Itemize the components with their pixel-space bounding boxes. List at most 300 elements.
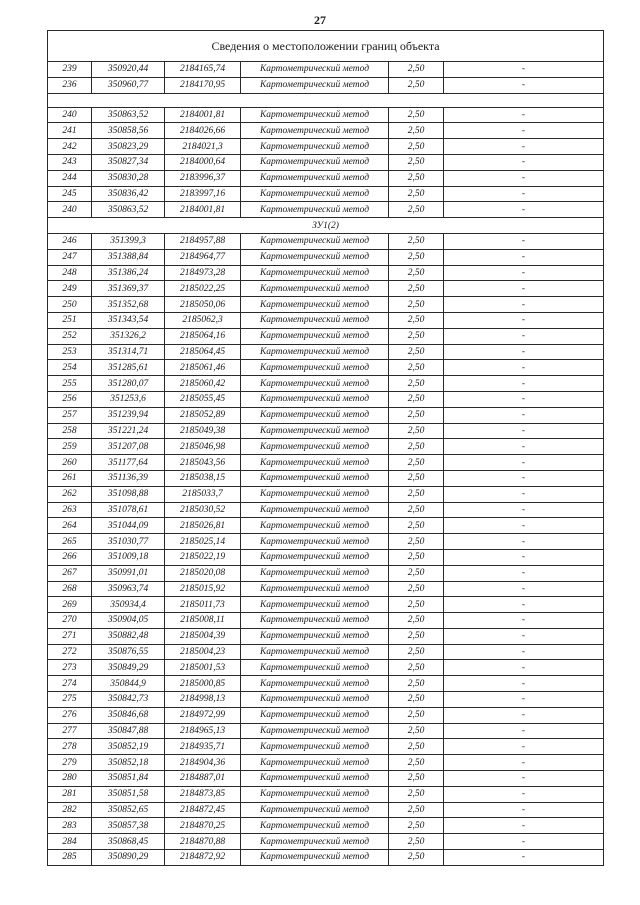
- method-cell: Картометрический метод: [241, 644, 389, 660]
- table-row: [48, 249, 604, 265]
- method-cell: Картометрический метод: [241, 802, 389, 818]
- accuracy-cell: 2,50: [389, 62, 444, 78]
- table-row: [48, 281, 604, 297]
- description-cell: -: [444, 470, 604, 486]
- y-coordinate-cell: 2185020,08: [165, 565, 241, 581]
- description-cell: -: [444, 723, 604, 739]
- accuracy-cell: 2,50: [389, 281, 444, 297]
- y-coordinate-cell: 2184998,13: [165, 692, 241, 708]
- method-cell: Картометрический метод: [241, 154, 389, 170]
- y-coordinate-cell: 2184873,85: [165, 786, 241, 802]
- x-coordinate-cell: 350852,19: [92, 739, 165, 755]
- accuracy-cell: 2,50: [389, 723, 444, 739]
- accuracy-cell: 2,50: [389, 597, 444, 613]
- accuracy-cell: 2,50: [389, 486, 444, 502]
- y-coordinate-cell: 2184872,92: [165, 850, 241, 866]
- y-coordinate-cell: 2185015,92: [165, 581, 241, 597]
- accuracy-cell: 2,50: [389, 439, 444, 455]
- method-cell: Картометрический метод: [241, 692, 389, 708]
- point-number-cell: 277: [48, 723, 92, 739]
- description-cell: -: [444, 834, 604, 850]
- accuracy-cell: 2,50: [389, 581, 444, 597]
- section-label: ЗУ1(2): [48, 218, 604, 234]
- point-number-cell: 245: [48, 186, 92, 202]
- x-coordinate-cell: 351030,77: [92, 534, 165, 550]
- point-number-cell: 240: [48, 107, 92, 123]
- table-row: [48, 297, 604, 313]
- accuracy-cell: 2,50: [389, 707, 444, 723]
- y-coordinate-cell: 2184026,66: [165, 123, 241, 139]
- y-coordinate-cell: 2185004,23: [165, 644, 241, 660]
- accuracy-cell: 2,50: [389, 297, 444, 313]
- table-row: [48, 328, 604, 344]
- x-coordinate-cell: 351221,24: [92, 423, 165, 439]
- description-cell: -: [444, 692, 604, 708]
- method-cell: Картометрический метод: [241, 281, 389, 297]
- table-row: [48, 265, 604, 281]
- point-number-cell: 259: [48, 439, 92, 455]
- method-cell: Картометрический метод: [241, 850, 389, 866]
- method-cell: Картометрический метод: [241, 755, 389, 771]
- description-cell: -: [444, 423, 604, 439]
- table-row: [48, 107, 604, 123]
- y-coordinate-cell: 2185060,42: [165, 376, 241, 392]
- description-cell: -: [444, 660, 604, 676]
- point-number-cell: 278: [48, 739, 92, 755]
- table-row: [48, 628, 604, 644]
- table-row: [48, 407, 604, 423]
- method-cell: Картометрический метод: [241, 107, 389, 123]
- y-coordinate-cell: 2184001,81: [165, 107, 241, 123]
- x-coordinate-cell: 351253,6: [92, 391, 165, 407]
- method-cell: Картометрический метод: [241, 660, 389, 676]
- table-row: [48, 644, 604, 660]
- point-number-cell: 250: [48, 297, 92, 313]
- method-cell: Картометрический метод: [241, 407, 389, 423]
- method-cell: Картометрический метод: [241, 486, 389, 502]
- description-cell: -: [444, 202, 604, 218]
- description-cell: -: [444, 549, 604, 565]
- description-cell: -: [444, 786, 604, 802]
- accuracy-cell: 2,50: [389, 565, 444, 581]
- table-row: [48, 391, 604, 407]
- table-row: [48, 233, 604, 249]
- description-cell: -: [444, 391, 604, 407]
- point-number-cell: 255: [48, 376, 92, 392]
- description-cell: -: [444, 123, 604, 139]
- accuracy-cell: 2,50: [389, 786, 444, 802]
- point-number-cell: 256: [48, 391, 92, 407]
- accuracy-cell: 2,50: [389, 344, 444, 360]
- description-cell: -: [444, 139, 604, 155]
- table-row: [48, 312, 604, 328]
- y-coordinate-cell: 2183997,16: [165, 186, 241, 202]
- table-row: [48, 202, 604, 218]
- x-coordinate-cell: 351352,68: [92, 297, 165, 313]
- table-row: [48, 534, 604, 550]
- y-coordinate-cell: 2183996,37: [165, 170, 241, 186]
- description-cell: -: [444, 771, 604, 787]
- y-coordinate-cell: 2184973,28: [165, 265, 241, 281]
- table-row: [48, 723, 604, 739]
- description-cell: -: [444, 613, 604, 629]
- table-row: [48, 676, 604, 692]
- table-row: [48, 455, 604, 471]
- x-coordinate-cell: 350844,9: [92, 676, 165, 692]
- x-coordinate-cell: 351314,71: [92, 344, 165, 360]
- accuracy-cell: 2,50: [389, 202, 444, 218]
- x-coordinate-cell: 350846,68: [92, 707, 165, 723]
- table-row: [48, 755, 604, 771]
- x-coordinate-cell: 351177,64: [92, 455, 165, 471]
- table-row: [48, 344, 604, 360]
- point-number-cell: 276: [48, 707, 92, 723]
- table-row: [48, 613, 604, 629]
- table-row: [48, 170, 604, 186]
- x-coordinate-cell: 350851,84: [92, 771, 165, 787]
- x-coordinate-cell: 350882,48: [92, 628, 165, 644]
- point-number-cell: 247: [48, 249, 92, 265]
- y-coordinate-cell: 2185001,53: [165, 660, 241, 676]
- table-row: [48, 802, 604, 818]
- method-cell: Картометрический метод: [241, 376, 389, 392]
- accuracy-cell: 2,50: [389, 534, 444, 550]
- point-number-cell: 266: [48, 549, 92, 565]
- method-cell: Картометрический метод: [241, 723, 389, 739]
- method-cell: Картометрический метод: [241, 439, 389, 455]
- description-cell: -: [444, 376, 604, 392]
- point-number-cell: 252: [48, 328, 92, 344]
- y-coordinate-cell: 2184904,36: [165, 755, 241, 771]
- point-number-cell: 274: [48, 676, 92, 692]
- method-cell: Картометрический метод: [241, 739, 389, 755]
- point-number-cell: 267: [48, 565, 92, 581]
- point-number-cell: 280: [48, 771, 92, 787]
- y-coordinate-cell: 2185026,81: [165, 518, 241, 534]
- table-row: [48, 502, 604, 518]
- point-number-cell: 254: [48, 360, 92, 376]
- point-number-cell: 242: [48, 139, 92, 155]
- y-coordinate-cell: 2184021,3: [165, 139, 241, 155]
- x-coordinate-cell: 350852,18: [92, 755, 165, 771]
- table-row: [48, 62, 604, 78]
- x-coordinate-cell: 350863,52: [92, 202, 165, 218]
- accuracy-cell: 2,50: [389, 328, 444, 344]
- y-coordinate-cell: 2184935,71: [165, 739, 241, 755]
- description-cell: -: [444, 265, 604, 281]
- description-cell: -: [444, 818, 604, 834]
- x-coordinate-cell: 351098,88: [92, 486, 165, 502]
- x-coordinate-cell: 351343,54: [92, 312, 165, 328]
- x-coordinate-cell: 350827,34: [92, 154, 165, 170]
- table-row: [48, 518, 604, 534]
- method-cell: Картометрический метод: [241, 233, 389, 249]
- method-cell: Картометрический метод: [241, 818, 389, 834]
- accuracy-cell: 2,50: [389, 360, 444, 376]
- description-cell: -: [444, 802, 604, 818]
- y-coordinate-cell: 2185030,52: [165, 502, 241, 518]
- x-coordinate-cell: 351369,37: [92, 281, 165, 297]
- accuracy-cell: 2,50: [389, 154, 444, 170]
- x-coordinate-cell: 350852,65: [92, 802, 165, 818]
- accuracy-cell: 2,50: [389, 139, 444, 155]
- point-number-cell: 262: [48, 486, 92, 502]
- description-cell: -: [444, 739, 604, 755]
- table-row: [48, 707, 604, 723]
- method-cell: Картометрический метод: [241, 786, 389, 802]
- method-cell: Картометрический метод: [241, 534, 389, 550]
- x-coordinate-cell: 351399,3: [92, 233, 165, 249]
- accuracy-cell: 2,50: [389, 755, 444, 771]
- method-cell: Картометрический метод: [241, 518, 389, 534]
- description-cell: -: [444, 676, 604, 692]
- point-number-cell: 258: [48, 423, 92, 439]
- y-coordinate-cell: 2184170,95: [165, 77, 241, 93]
- description-cell: -: [444, 597, 604, 613]
- method-cell: Картометрический метод: [241, 297, 389, 313]
- x-coordinate-cell: 350857,38: [92, 818, 165, 834]
- table-row: [48, 77, 604, 93]
- method-cell: Картометрический метод: [241, 834, 389, 850]
- description-cell: -: [444, 107, 604, 123]
- method-cell: Картометрический метод: [241, 391, 389, 407]
- y-coordinate-cell: 2185062,3: [165, 312, 241, 328]
- table-row: [48, 834, 604, 850]
- x-coordinate-cell: 351388,84: [92, 249, 165, 265]
- description-cell: -: [444, 186, 604, 202]
- x-coordinate-cell: 350934,4: [92, 597, 165, 613]
- point-number-cell: 270: [48, 613, 92, 629]
- point-number-cell: 263: [48, 502, 92, 518]
- x-coordinate-cell: 351207,08: [92, 439, 165, 455]
- y-coordinate-cell: 2185011,73: [165, 597, 241, 613]
- point-number-cell: 284: [48, 834, 92, 850]
- table-row: [48, 581, 604, 597]
- accuracy-cell: 2,50: [389, 802, 444, 818]
- y-coordinate-cell: 2184870,88: [165, 834, 241, 850]
- x-coordinate-cell: 350836,42: [92, 186, 165, 202]
- description-cell: -: [444, 344, 604, 360]
- accuracy-cell: 2,50: [389, 249, 444, 265]
- y-coordinate-cell: 2185008,11: [165, 613, 241, 629]
- y-coordinate-cell: 2185022,19: [165, 549, 241, 565]
- point-number-cell: 243: [48, 154, 92, 170]
- x-coordinate-cell: 351009,18: [92, 549, 165, 565]
- point-number-cell: 240: [48, 202, 92, 218]
- table-row: [48, 818, 604, 834]
- y-coordinate-cell: 2184964,77: [165, 249, 241, 265]
- accuracy-cell: 2,50: [389, 692, 444, 708]
- y-coordinate-cell: 2185055,45: [165, 391, 241, 407]
- method-cell: Картометрический метод: [241, 470, 389, 486]
- y-coordinate-cell: 2185033,7: [165, 486, 241, 502]
- method-cell: Картометрический метод: [241, 265, 389, 281]
- y-coordinate-cell: 2185022,25: [165, 281, 241, 297]
- description-cell: -: [444, 62, 604, 78]
- table-row: [48, 154, 604, 170]
- table-row: [48, 565, 604, 581]
- y-coordinate-cell: 2184887,01: [165, 771, 241, 787]
- description-cell: -: [444, 360, 604, 376]
- accuracy-cell: 2,50: [389, 739, 444, 755]
- accuracy-cell: 2,50: [389, 613, 444, 629]
- method-cell: Картометрический метод: [241, 676, 389, 692]
- method-cell: Картометрический метод: [241, 249, 389, 265]
- method-cell: Картометрический метод: [241, 565, 389, 581]
- accuracy-cell: 2,50: [389, 407, 444, 423]
- method-cell: Картометрический метод: [241, 613, 389, 629]
- accuracy-cell: 2,50: [389, 123, 444, 139]
- table-row: [48, 771, 604, 787]
- table-row: [48, 423, 604, 439]
- description-cell: -: [444, 249, 604, 265]
- method-cell: Картометрический метод: [241, 186, 389, 202]
- method-cell: Картометрический метод: [241, 628, 389, 644]
- x-coordinate-cell: 350858,56: [92, 123, 165, 139]
- method-cell: Картометрический метод: [241, 502, 389, 518]
- point-number-cell: 272: [48, 644, 92, 660]
- y-coordinate-cell: 2184965,13: [165, 723, 241, 739]
- description-cell: -: [444, 281, 604, 297]
- description-cell: -: [444, 407, 604, 423]
- point-number-cell: 285: [48, 850, 92, 866]
- accuracy-cell: 2,50: [389, 170, 444, 186]
- point-number-cell: 246: [48, 233, 92, 249]
- point-number-cell: 282: [48, 802, 92, 818]
- description-cell: -: [444, 312, 604, 328]
- y-coordinate-cell: 2185004,39: [165, 628, 241, 644]
- section-row: [48, 218, 604, 234]
- accuracy-cell: 2,50: [389, 834, 444, 850]
- accuracy-cell: 2,50: [389, 660, 444, 676]
- table-row: [48, 439, 604, 455]
- y-coordinate-cell: 2185038,15: [165, 470, 241, 486]
- description-cell: -: [444, 534, 604, 550]
- description-cell: -: [444, 486, 604, 502]
- point-number-cell: 281: [48, 786, 92, 802]
- y-coordinate-cell: 2185049,38: [165, 423, 241, 439]
- method-cell: Картометрический метод: [241, 62, 389, 78]
- x-coordinate-cell: 350868,45: [92, 834, 165, 850]
- accuracy-cell: 2,50: [389, 107, 444, 123]
- table-title: Сведения о местоположении границ объекта: [48, 31, 604, 62]
- method-cell: Картометрический метод: [241, 581, 389, 597]
- point-number-cell: 251: [48, 312, 92, 328]
- description-cell: -: [444, 77, 604, 93]
- accuracy-cell: 2,50: [389, 628, 444, 644]
- description-cell: -: [444, 707, 604, 723]
- description-cell: -: [444, 297, 604, 313]
- table-row: [48, 470, 604, 486]
- method-cell: Картометрический метод: [241, 344, 389, 360]
- method-cell: Картометрический метод: [241, 139, 389, 155]
- y-coordinate-cell: 2184000,64: [165, 154, 241, 170]
- x-coordinate-cell: 350847,88: [92, 723, 165, 739]
- y-coordinate-cell: 2185064,16: [165, 328, 241, 344]
- accuracy-cell: 2,50: [389, 391, 444, 407]
- table-title-row: [48, 31, 604, 62]
- table-row: [48, 123, 604, 139]
- y-coordinate-cell: 2185064,45: [165, 344, 241, 360]
- accuracy-cell: 2,50: [389, 233, 444, 249]
- x-coordinate-cell: 351280,07: [92, 376, 165, 392]
- description-cell: -: [444, 518, 604, 534]
- accuracy-cell: 2,50: [389, 423, 444, 439]
- accuracy-cell: 2,50: [389, 771, 444, 787]
- method-cell: Картометрический метод: [241, 312, 389, 328]
- accuracy-cell: 2,50: [389, 644, 444, 660]
- accuracy-cell: 2,50: [389, 265, 444, 281]
- accuracy-cell: 2,50: [389, 818, 444, 834]
- y-coordinate-cell: 2185061,46: [165, 360, 241, 376]
- boundary-coordinates-table: [47, 30, 604, 866]
- accuracy-cell: 2,50: [389, 518, 444, 534]
- x-coordinate-cell: 350842,73: [92, 692, 165, 708]
- description-cell: -: [444, 644, 604, 660]
- description-cell: -: [444, 328, 604, 344]
- description-cell: -: [444, 581, 604, 597]
- description-cell: -: [444, 850, 604, 866]
- x-coordinate-cell: 351078,61: [92, 502, 165, 518]
- point-number-cell: 275: [48, 692, 92, 708]
- description-cell: -: [444, 755, 604, 771]
- method-cell: Картометрический метод: [241, 423, 389, 439]
- accuracy-cell: 2,50: [389, 376, 444, 392]
- point-number-cell: 261: [48, 470, 92, 486]
- method-cell: Картометрический метод: [241, 455, 389, 471]
- y-coordinate-cell: 2184972,99: [165, 707, 241, 723]
- method-cell: Картометрический метод: [241, 549, 389, 565]
- method-cell: Картометрический метод: [241, 202, 389, 218]
- table-row: [48, 360, 604, 376]
- point-number-cell: 241: [48, 123, 92, 139]
- y-coordinate-cell: 2184165,74: [165, 62, 241, 78]
- accuracy-cell: 2,50: [389, 850, 444, 866]
- description-cell: -: [444, 628, 604, 644]
- table-row: [48, 376, 604, 392]
- accuracy-cell: 2,50: [389, 77, 444, 93]
- point-number-cell: 244: [48, 170, 92, 186]
- method-cell: Картометрический метод: [241, 597, 389, 613]
- point-number-cell: 279: [48, 755, 92, 771]
- accuracy-cell: 2,50: [389, 676, 444, 692]
- point-number-cell: 265: [48, 534, 92, 550]
- separator-row: [48, 93, 604, 107]
- y-coordinate-cell: 2184957,88: [165, 233, 241, 249]
- point-number-cell: 268: [48, 581, 92, 597]
- x-coordinate-cell: 350963,74: [92, 581, 165, 597]
- point-number-cell: 249: [48, 281, 92, 297]
- table-row: [48, 186, 604, 202]
- method-cell: Картометрический метод: [241, 771, 389, 787]
- y-coordinate-cell: 2185000,85: [165, 676, 241, 692]
- accuracy-cell: 2,50: [389, 470, 444, 486]
- y-coordinate-cell: 2184001,81: [165, 202, 241, 218]
- y-coordinate-cell: 2184870,25: [165, 818, 241, 834]
- point-number-cell: 260: [48, 455, 92, 471]
- description-cell: -: [444, 154, 604, 170]
- point-number-cell: 248: [48, 265, 92, 281]
- table-row: [48, 850, 604, 866]
- point-number-cell: 257: [48, 407, 92, 423]
- x-coordinate-cell: 351386,24: [92, 265, 165, 281]
- page-number: 27: [314, 13, 326, 27]
- x-coordinate-cell: 350991,01: [92, 565, 165, 581]
- method-cell: Картометрический метод: [241, 328, 389, 344]
- description-cell: -: [444, 233, 604, 249]
- separator-cell: [48, 93, 604, 107]
- method-cell: Картометрический метод: [241, 707, 389, 723]
